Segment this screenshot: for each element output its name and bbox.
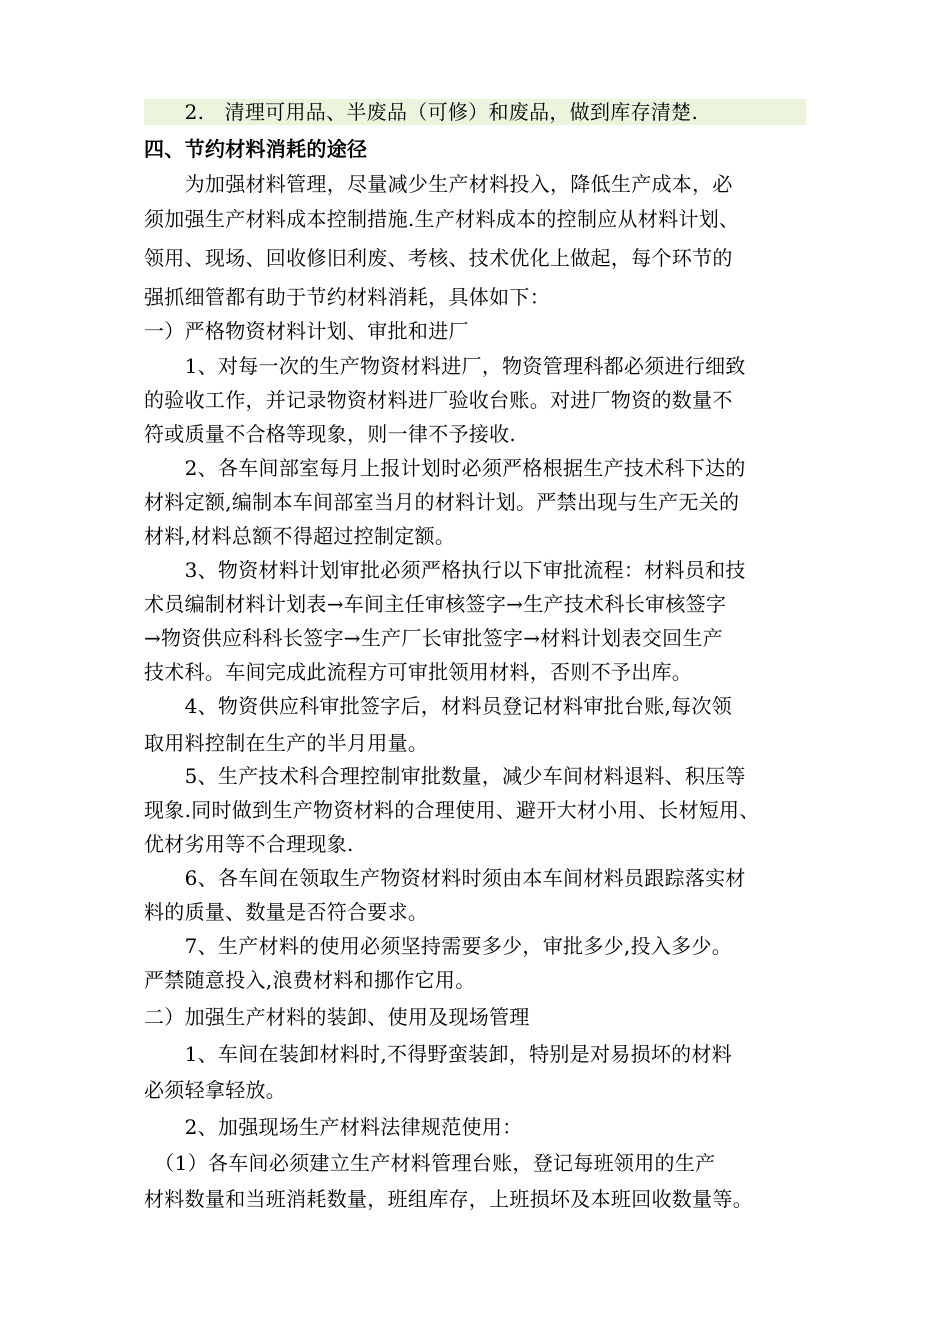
paragraph-line: 材料,材料总额不得超过控制定额。 — [144, 524, 456, 548]
paragraph-line: 材料定额,编制本车间部室当月的材料计划。严禁出现与生产无关的 — [144, 490, 740, 514]
paragraph-line: 料的质量、数量是否符合要求。 — [144, 900, 429, 924]
paragraph-line: 为加强材料管理，尽量减少生产材料投入，降低生产成本，必 — [144, 172, 733, 196]
paragraph-line: 4、物资供应科审批签字后，材料员登记材料审批台账,每次领 — [144, 694, 733, 718]
paragraph-line: 必须轻拿轻放。 — [144, 1078, 287, 1102]
paragraph-line: 2、加强现场生产材料法律规范使用： — [144, 1115, 523, 1139]
paragraph-line: 的验收工作，并记录物资材料进厂验收台账。对进厂物资的数量不 — [144, 388, 733, 412]
paragraph-line: 取用料控制在生产的半月用量。 — [144, 731, 429, 755]
subsection-heading-2: 二）加强生产材料的装卸、使用及现场管理 — [144, 1005, 530, 1029]
paragraph-line: 材料数量和当班消耗数量，班组库存，上班损坏及本班回收数量等。 — [144, 1187, 753, 1211]
paragraph-line: 须加强生产材料成本控制措施.生产材料成本的控制应从材料计划、 — [144, 207, 740, 231]
paragraph-line: →物资供应科科长签字→生产厂长审批签字→材料计划表交回生产 — [144, 626, 723, 650]
paragraph-line: 5、生产技术科合理控制审批数量，减少车间材料退料、积压等 — [144, 764, 746, 788]
paragraph-line: 7、生产材料的使用必须坚持需要多少，审批多少,投入多少。 — [144, 934, 733, 958]
list-item-2: 2. 清理可用品、半废品（可修）和废品，做到库存清楚. — [144, 99, 806, 125]
paragraph-line: 优材劣用等不合理现象. — [144, 832, 354, 856]
paragraph-line: 强抓细管都有助于节约材料消耗，具体如下： — [144, 285, 550, 309]
paragraph-line: 严禁随意投入,浪费材料和挪作它用。 — [144, 968, 476, 992]
paragraph-line: 3、物资材料计划审批必须严格执行以下审批流程：材料员和技 — [144, 558, 746, 582]
paragraph-line: 1、车间在装卸材料时,不得野蛮装卸，特别是对易损坏的材料 — [144, 1042, 733, 1066]
section-heading-4: 四、节约材料消耗的途径 — [144, 137, 368, 161]
paragraph-line: 6、各车间在领取生产物资材料时须由本车间材料员跟踪落实材 — [144, 866, 746, 890]
paragraph-line: （1）各车间必须建立生产材料管理台账，登记每班领用的生产 — [144, 1151, 716, 1175]
paragraph-line: 2、各车间部室每月上报计划时必须严格根据生产技术科下达的 — [144, 456, 746, 480]
paragraph-line: 领用、现场、回收修旧利废、考核、技术优化上做起，每个环节的 — [144, 246, 733, 270]
paragraph-line: 技术科。车间完成此流程方可审批领用材料，否则不予出库。 — [144, 660, 693, 684]
paragraph-line: 符或质量不合格等现象，则一律不予接收. — [144, 422, 517, 446]
subsection-heading-1: 一）严格物资材料计划、审批和进厂 — [144, 319, 469, 343]
paragraph-line: 术员编制材料计划表→车间主任审核签字→生产技术科长审核签字 — [144, 592, 727, 616]
paragraph-line: 1、对每一次的生产物资材料进厂，物资管理科都必须进行细致 — [144, 354, 746, 378]
paragraph-line: 现象.同时做到生产物资材料的合理使用、避开大材小用、长材短用、 — [144, 798, 760, 822]
